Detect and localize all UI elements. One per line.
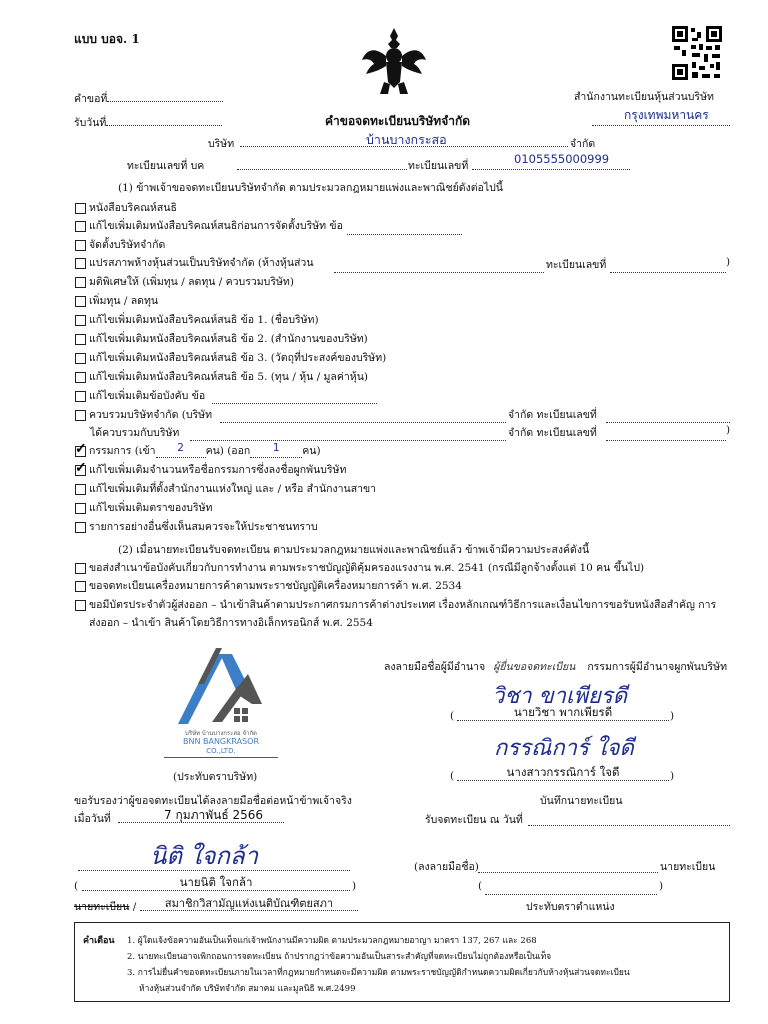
s1-checkbox-11[interactable] xyxy=(75,391,86,402)
witness-name-field[interactable] xyxy=(82,874,350,891)
sig1-paren-open: ( xyxy=(450,710,455,722)
witness-role: สมาชิกวิสามัญแห่งเนติบัณฑิตยสภา xyxy=(164,897,334,910)
s1-checkbox-9[interactable] xyxy=(75,353,86,364)
sig1-name-field[interactable] xyxy=(457,704,669,721)
signature-2: กรรณิการ์ ใจดี xyxy=(494,736,634,761)
registrar-name-field[interactable] xyxy=(485,886,657,895)
section1-intro: (1) ข้าพเจ้าขอจดทะเบียนบริษัทจำกัด ตามประมวลกฎหมายแพ่งและพาณิชย์ดังต่อไปนี้ xyxy=(118,182,503,194)
s1-item-1: หนังสือบริคณห์สนธิ xyxy=(89,202,177,214)
registrar-date-field[interactable] xyxy=(528,817,730,826)
reg-prefix-label: ทะเบียนเลขที่ บค xyxy=(127,160,205,172)
registrar-paren-close: ) xyxy=(659,880,664,892)
s1-item-5: มติพิเศษให้ (เพิ่มทุน / ลดทุน / ควบรวมบริษัท) xyxy=(89,276,294,288)
s1-item-10: แก้ไขเพิ่มเติมหนังสือบริคณห์สนธิ ข้อ 5. (ทุน / หุ้น / มูลค่าหุ้น) xyxy=(89,371,368,383)
sig1-paren-close: ) xyxy=(670,710,675,722)
witness-role-label: นายทะเบียน xyxy=(74,901,130,913)
office-value: กรุงเทพมหานคร xyxy=(624,108,709,122)
qr-code xyxy=(672,26,722,80)
directors-in[interactable]: 2 xyxy=(177,442,184,454)
date-label: เมื่อวันที่ xyxy=(74,813,111,825)
s2-item-3-cont: ส่งออก – นำเข้า สินค้าโดยวิธีการทางอิเล็กทรอนิกส์ พ.ศ. 2554 xyxy=(89,617,373,629)
registrar-stamp: ประทับตราตำแหน่ง xyxy=(526,901,615,913)
s1b-item-1: แก้ไขเพิ่มเติมจำนวนหรือชื่อกรรมการซึ่งลงชื่อผูกพันบริษัท xyxy=(89,464,347,476)
paren-close-2: ) xyxy=(726,424,731,436)
logo-line1: BNN BANGKRASOR xyxy=(182,737,260,746)
request-no-field[interactable]: คำขอที่ xyxy=(74,90,223,107)
s1-checkbox-6[interactable] xyxy=(75,296,86,307)
registrar-sign-field[interactable] xyxy=(478,864,658,873)
s1-item-6: เพิ่มทุน / ลดทุน xyxy=(89,295,159,307)
registrar-sign-label: (ลงลายมือชื่อ) xyxy=(414,861,479,873)
witness-sign-line[interactable] xyxy=(78,862,350,871)
logo-line2: CO.,LTD. xyxy=(206,747,236,755)
s1-checkbox-1[interactable] xyxy=(75,203,86,214)
warning-line-3: 3. การไม่ยื่นคำขอจดทะเบียนภายในเวลาที่กฎหมายกำหนดจะมีความผิด ตามพระราชบัญญัติกำหนดความผิดเกี่ยวกับห้างหุ้นส่วนจดทะเบียน xyxy=(127,968,630,978)
reg-prefix-field[interactable] xyxy=(237,157,407,170)
date-field[interactable] xyxy=(118,808,284,823)
form-title: คำขอจดทะเบียนบริษัทจำกัด xyxy=(325,114,471,128)
office-field[interactable] xyxy=(592,106,730,126)
merge-company-suffix: จำกัด ทะเบียนเลขที่ xyxy=(508,409,597,421)
registrar-note-title: บันทึกนายทะเบียน xyxy=(540,795,623,807)
s1b-checkbox-2[interactable] xyxy=(75,484,86,495)
s2-item-2: ขอจดทะเบียนเครื่องหมายการค้าตามพระราชบัญญัติเครื่องหมายการค้า พ.ศ. 2534 xyxy=(89,580,462,592)
witness-name: นายนิติ ใจกล้า xyxy=(179,875,253,889)
conversion-reg-label: ทะเบียนเลขที่ xyxy=(546,259,607,271)
sig1-name: นายวิชา พากเพียรดี xyxy=(513,705,613,719)
s2-item-1: ขอส่งสำเนาข้อบังคับเกี่ยวกับการทำงาน ตามพระราชบัญญัติคุ้มครองแรงงาน พ.ศ. 2541 (กรณีมีลูกจ้างตั้งแต่ 10 คน ขึ้นไป) xyxy=(89,562,645,574)
registrar-paren-open: ( xyxy=(478,880,483,892)
s1b-item-4: รายการอย่างอื่นซึ่งเห็นสมควรจะให้ประชาชนทราบ xyxy=(89,521,318,533)
s1b-item-2: แก้ไขเพิ่มเติมที่ตั้งสำนักงานแห่งใหญ่ และ / หรือ สำนักงานสาขา xyxy=(89,483,377,495)
s1-item-8: แก้ไขเพิ่มเติมหนังสือบริคณห์สนธิ ข้อ 2. (สำนักงานของบริษัท) xyxy=(89,333,368,345)
company-name-field[interactable] xyxy=(240,132,568,147)
merge-with-label: ได้ควบรวมกับบริษัท xyxy=(90,427,180,439)
s1-item-7: แก้ไขเพิ่มเติมหนังสือบริคณห์สนธิ ข้อ 1. (ชื่อบริษัท) xyxy=(89,314,319,326)
reg-no: 0105555000999 xyxy=(514,152,610,166)
company-name: บ้านบางกระสอ xyxy=(366,132,447,147)
s1-checkbox-5[interactable] xyxy=(75,277,86,288)
received-date-field[interactable]: รับวันที่ xyxy=(74,114,222,131)
partnership-name-field[interactable] xyxy=(334,262,544,273)
form-code: แบบ บอจ. 1 xyxy=(74,32,140,46)
section2-intro: (2) เมื่อนายทะเบียนรับจดทะเบียน ตามประมวลกฎหมายแพ่งและพาณิชย์แล้ว ข้าพเจ้ามีความประสงค์ดังนี้ xyxy=(118,544,590,556)
witness-role-field[interactable] xyxy=(140,894,358,911)
s1-checkbox-3[interactable] xyxy=(75,240,86,251)
warning-line-4: ห้างหุ้นส่วนจำกัด บริษัทจำกัด สมาคม และมูลนิธิ พ.ศ.2499 xyxy=(139,984,356,994)
reg-label: ทะเบียนเลขที่ xyxy=(408,160,469,172)
s2-item-3: ขอมีบัตรประจำตัวผู้ส่งออก – นำเข้าสินค้าตามประกาศกรมการค้าต่างประเทศ เรื่องหลักเกณฑ์วิธีการและเงื่อนไขการขอรับหนังสือสำคัญ การ xyxy=(89,599,717,611)
warning-box xyxy=(74,922,730,1002)
s1b-checkbox-1[interactable] xyxy=(75,465,86,476)
signature-1: วิชา ขาเพียรดี xyxy=(492,684,628,709)
certify-text: ขอรับรองว่าผู้ขอจดทะเบียนได้ลงลายมือชื่อต่อหน้าข้าพเจ้าจริง xyxy=(74,795,352,807)
s1-checkbox-10[interactable] xyxy=(75,372,86,383)
stamp-caption: (ประทับตราบริษัท) xyxy=(173,771,258,783)
s1-item-2: แก้ไขเพิ่มเติมหนังสือบริคณห์สนธิก่อนการจัดตั้งบริษัท ข้อ xyxy=(89,220,343,232)
bylaw-clause-field[interactable] xyxy=(212,393,377,404)
witness-signature: นิติ ใจกล้า xyxy=(150,842,259,870)
warning-line-2: 2. นายทะเบียนอาจเพิกถอนการจดทะเบียน ถ้าปรากฏว่าข้อความอันเป็นสาระสำคัญที่จดทะเบียนไม่ถูกต้องหรือเป็นเท็จ xyxy=(127,952,552,962)
witness-role-line: นายทะเบียน / xyxy=(74,901,137,913)
s1-item-11: แก้ไขเพิ่มเติมข้อบังคับ ข้อ xyxy=(89,390,206,402)
merge-with-suffix: จำกัด ทะเบียนเลขที่ xyxy=(508,427,597,439)
sig2-name-field[interactable] xyxy=(457,764,669,781)
s2-checkbox-3[interactable] xyxy=(75,600,86,611)
merge-reg-field[interactable] xyxy=(606,412,730,423)
directors-line: กรรมการ (เข้า 2 คน) (ออก 1 คน) xyxy=(89,442,321,457)
director-label: กรรมการผู้มีอำนาจผูกพันบริษัท xyxy=(587,661,728,673)
witness-paren-open: ( xyxy=(74,880,79,892)
company-suffix: จำกัด xyxy=(570,138,596,150)
s2-checkbox-1[interactable] xyxy=(75,563,86,574)
sig2-name: นางสาวกรรณิการ์ ใจดี xyxy=(506,765,620,779)
merge-with-reg-field[interactable] xyxy=(606,430,726,441)
s1b-checkbox-4[interactable] xyxy=(75,522,86,533)
s2-checkbox-2[interactable] xyxy=(75,581,86,592)
s1-item-3: จัดตั้งบริษัทจำกัด xyxy=(89,239,166,251)
directors-checkbox[interactable] xyxy=(75,446,86,457)
company-logo xyxy=(158,634,284,764)
garuda-emblem xyxy=(360,26,428,96)
conversion-reg-field[interactable] xyxy=(610,262,726,273)
sign-label-line: ลงลายมือชื่อผู้มีอำนาจ ผู้ยื่นขอจดทะเบียน กรรมการผู้มีอำนาจผูกพันบริษัท xyxy=(384,661,728,673)
s1b-checkbox-3[interactable] xyxy=(75,503,86,514)
s1-item-9: แก้ไขเพิ่มเติมหนังสือบริคณห์สนธิ ข้อ 3. (วัตถุที่ประสงค์ของบริษัท) xyxy=(89,352,387,364)
sign-overlay: ผู้ยื่นขอจดทะเบียน xyxy=(493,661,576,673)
office-label: สำนักงานทะเบียนหุ้นส่วนบริษัท xyxy=(574,91,714,103)
s1-item-4: แปรสภาพห้างหุ้นส่วนเป็นบริษัทจำกัด (ห้างหุ้นส่วน xyxy=(89,257,314,269)
date-value: 7 กุมภาพันธ์ 2566 xyxy=(164,808,264,822)
merge-with-field[interactable] xyxy=(190,430,506,441)
sig2-paren-open: ( xyxy=(450,770,455,782)
logo-company-th: บริษัท บ้านบางกระสอ จำกัด xyxy=(185,730,257,737)
merge-company-field[interactable] xyxy=(220,412,506,423)
company-label: บริษัท xyxy=(208,138,235,150)
s1-checkbox-12[interactable] xyxy=(75,410,86,421)
directors-out[interactable]: 1 xyxy=(272,442,280,454)
s1-checkbox-4[interactable] xyxy=(75,258,86,269)
reg-no-field[interactable] xyxy=(472,152,630,170)
paren-close-1: ) xyxy=(726,256,731,268)
s1-checkbox-2[interactable] xyxy=(75,221,86,232)
s1-checkbox-7[interactable] xyxy=(75,315,86,326)
witness-paren-close: ) xyxy=(352,880,357,892)
warning-line-1: 1. ผู้ใดแจ้งข้อความอันเป็นเท็จแก่เจ้าพนักงานมีความผิด ตามประมวลกฎหมายอาญา มาตรา 137, 267 และ 268 xyxy=(127,936,537,946)
s1-item-12: ควบรวมบริษัทจำกัด (บริษัท xyxy=(89,409,212,421)
sig2-paren-close: ) xyxy=(670,770,675,782)
registrar-title: นายทะเบียน xyxy=(660,861,716,873)
s1b-item-3: แก้ไขเพิ่มเติมตราของบริษัท xyxy=(89,502,213,514)
memo-clause-field[interactable] xyxy=(347,224,462,235)
warning-label: คำเตือน xyxy=(83,936,115,946)
registrar-received: รับจดทะเบียน ณ วันที่ xyxy=(425,814,523,826)
s1-checkbox-8[interactable] xyxy=(75,334,86,345)
